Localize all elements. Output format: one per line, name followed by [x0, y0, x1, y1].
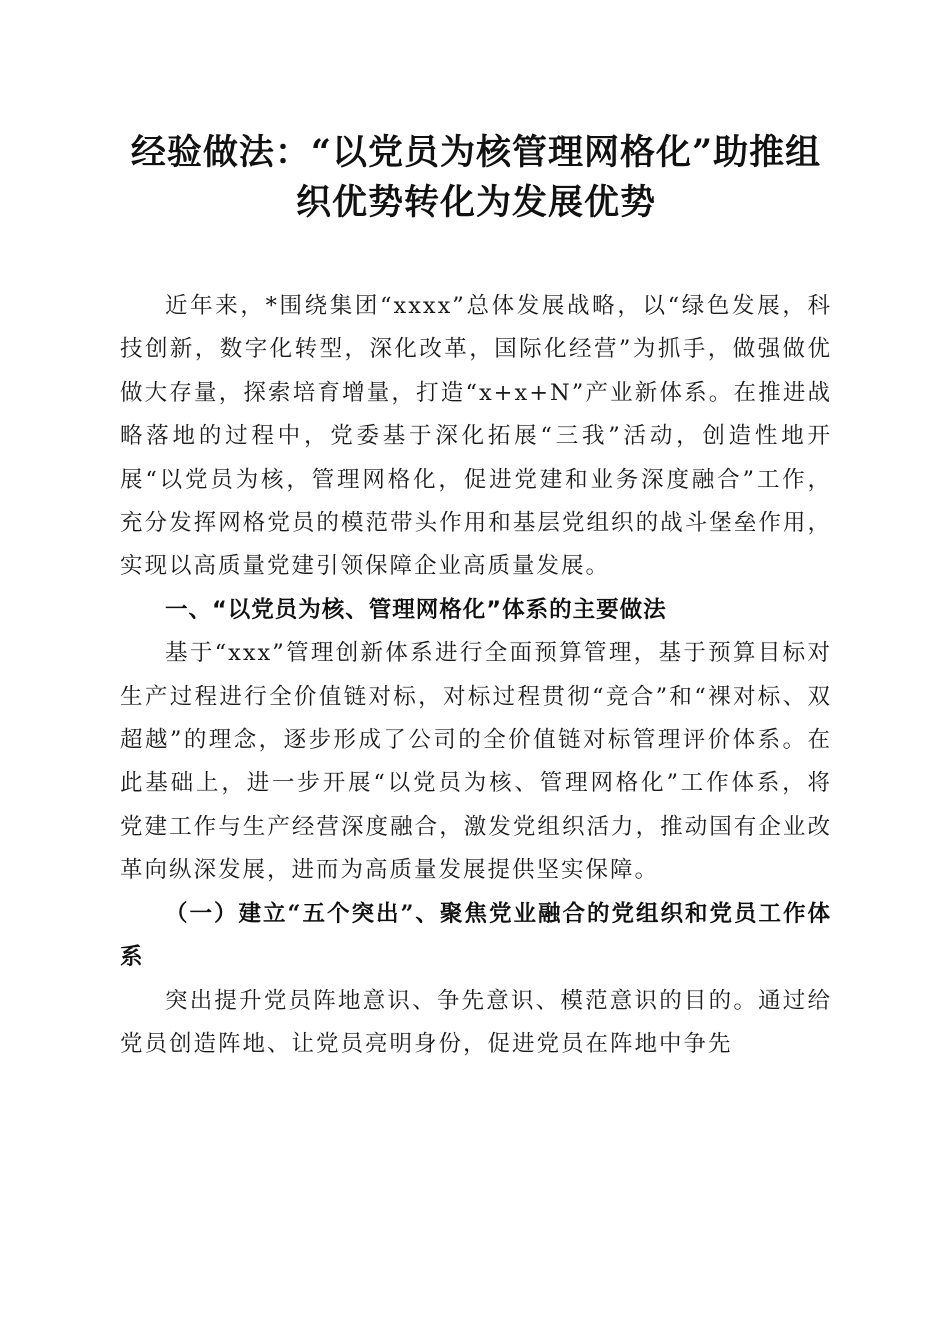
paragraph-intro: 近年来，*围绕集团“xxxx”总体发展战略，以“绿色发展，科技创新，数字化转型，深化改革，国际化经营”为抓手，做强做优做大存量，探索培育增量，打造“x+x+N”产业新体系。在推进战略落地的过程中，党委基于深化拓展“三我”活动，创造性地开展“以党员为核，管理网格化，促进党建和业务深度融合”工作，充分发挥网格党员的模范带头作用和基层党组织的战斗堡垒作用，实现以高质量党建引领保障企业高质量发展。: [120, 293, 832, 580]
document-title: [120, 128, 832, 228]
paragraph-subsection-1: 突出提升党员阵地意识、争先意识、模范意识的目的。通过给党员创造阵地、让党员亮明身份，促进党员在阵地中争先: [120, 987, 832, 1057]
title-line-2: 织优势转化为发展优势: [295, 182, 656, 223]
section-heading-1: 一、“以党员为核、管理网格化”体系的主要做法: [165, 596, 667, 623]
title-line-1: 经验做法：“以党员为核管理网格化”助推组: [130, 132, 822, 173]
document-page: [120, 128, 832, 1066]
paragraph-section-1: 基于“xxx”管理创新体系进行全面预算管理，基于预算目标对生产过程进行全价值链对标，对标过程贯彻“竞合”和“裸对标、双超越”的理念，逐步形成了公司的全价值链对标管理评价体系。在此基础上，进一步开展“以党员为核、管理网格化”工作体系，将党建工作与生产经营深度融合，激发党组织活力，推动国有企业改革向纵深发展，进而为高质量发展提供坚实保障。: [120, 640, 832, 884]
subsection-heading-1: （一）建立“五个突出”、聚焦党业融合的党组织和党员工作体系: [120, 900, 832, 971]
